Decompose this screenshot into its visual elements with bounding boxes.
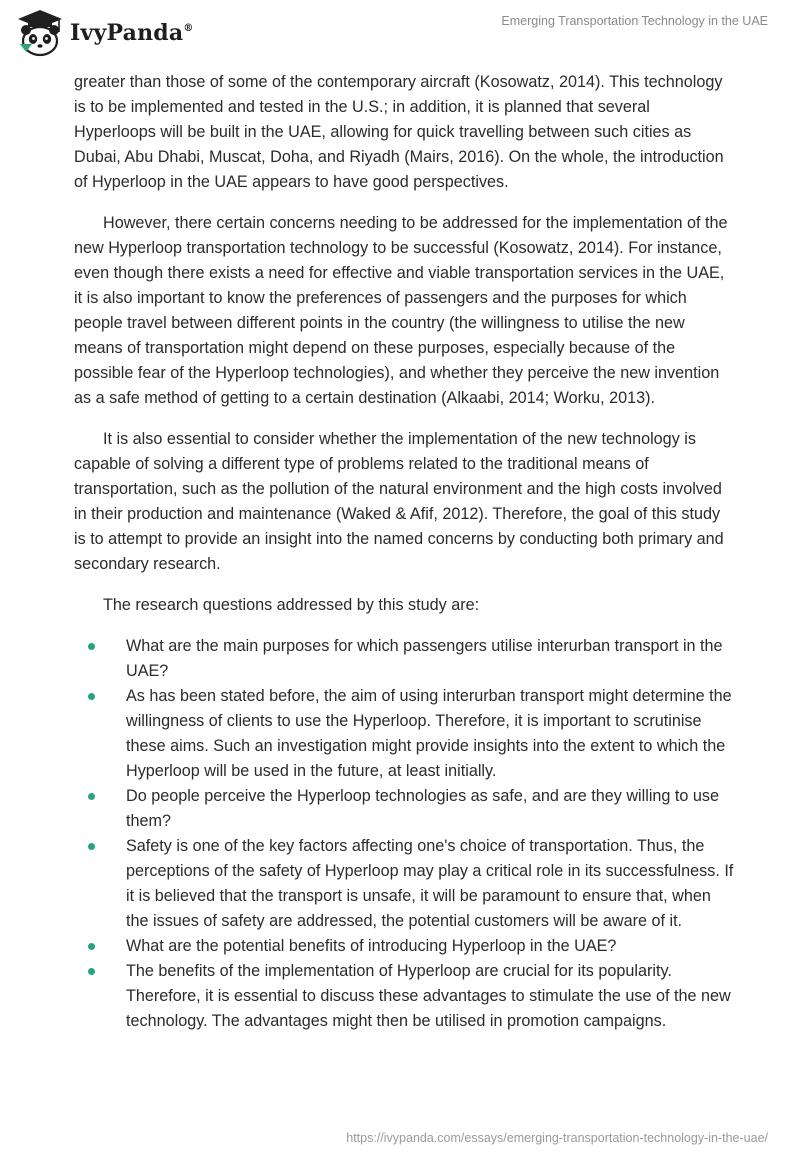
list-item: The benefits of the implementation of Hyperloop are crucial for its popularity. Therefore, it is essential to discuss these advantages to stimulate the use of the new technology. The advantages might then be utilised in promotion campaigns. [74, 959, 734, 1034]
bullet-icon [88, 968, 95, 975]
bullet-icon [88, 693, 95, 700]
list-item: As has been stated before, the aim of using interurban transport might determine the willingness of clients to use the Hyperloop. Therefore, it is important to scrutinise these aims. Such an investigation might provide insights into the extent to which the Hyperloop will be used in the future, at least initially. [74, 684, 734, 784]
list-item: Do people perceive the Hyperloop technologies as safe, and are they willing to use them? [74, 784, 734, 834]
bullet-icon [88, 643, 95, 650]
research-questions-list [74, 634, 734, 1034]
paragraph: However, there certain concerns needing to be addressed for the implementation of the new Hyperloop transportation technology to be successful (Kosowatz, 2014). For instance, even though there exists a need for effective and viable transportation services in the UAE, it is also important to know the preferences of passengers and the purposes for which people travel between different points in the country (the willingness to utilise the new means of transportation might depend on these purposes, especially because of the possible fear of the Hyperloop technologies), and whether they perceive the new invention as a safe method of getting to a certain destination (Alkaabi, 2014; Worku, 2013). [74, 214, 728, 407]
page-header [0, 0, 800, 70]
paragraph: greater than those of some of the contemporary aircraft (Kosowatz, 2014). This technology is to be implemented and tested in the U.S.; in addition, it is planned that several Hyperloops will be built in the UAE, allowing for quick travelling between such cities as Dubai, Abu Dhabi, Muscat, Doha, and Riyadh (Mairs, 2016). On the whole, the introduction of Hyperloop in the UAE appears to have good perspectives. [74, 73, 724, 191]
bullet-icon [88, 943, 95, 950]
ivypanda-logo[interactable] [14, 8, 194, 58]
list-item: What are the potential benefits of introducing Hyperloop in the UAE? [74, 934, 734, 959]
bullet-icon [88, 793, 95, 800]
bullet-icon [88, 843, 95, 850]
brand-name: IvyPanda® [70, 20, 194, 46]
essay-body [74, 70, 734, 1034]
research-questions-intro: The research questions addressed by this study are: [103, 596, 480, 614]
paragraph: It is also essential to consider whether the implementation of the new technology is capable of solving a different type of problems related to the traditional means of transportation, such as the pollution of the natural environment and the high costs involved in their production and maintenance (Waked & Afif, 2012). Therefore, the goal of this study is to attempt to provide an insight into the named concerns by conducting both primary and secondary research. [74, 430, 724, 573]
document-title: Emerging Transportation Technology in the UAE [501, 14, 768, 28]
source-url[interactable]: https://ivypanda.com/essays/emerging-transportation-technology-in-the-uae/ [346, 1131, 768, 1145]
panda-graduate-icon [14, 8, 66, 58]
list-item: What are the main purposes for which passengers utilise interurban transport in the UAE? [74, 634, 734, 684]
list-item: Safety is one of the key factors affecting one's choice of transportation. Thus, the perceptions of the safety of Hyperloop may play a critical role in its successfulness. If it is believed that the transport is unsafe, it will be paramount to ensure that, when the issues of safety are addressed, the potential customers will be aware of it. [74, 834, 734, 934]
